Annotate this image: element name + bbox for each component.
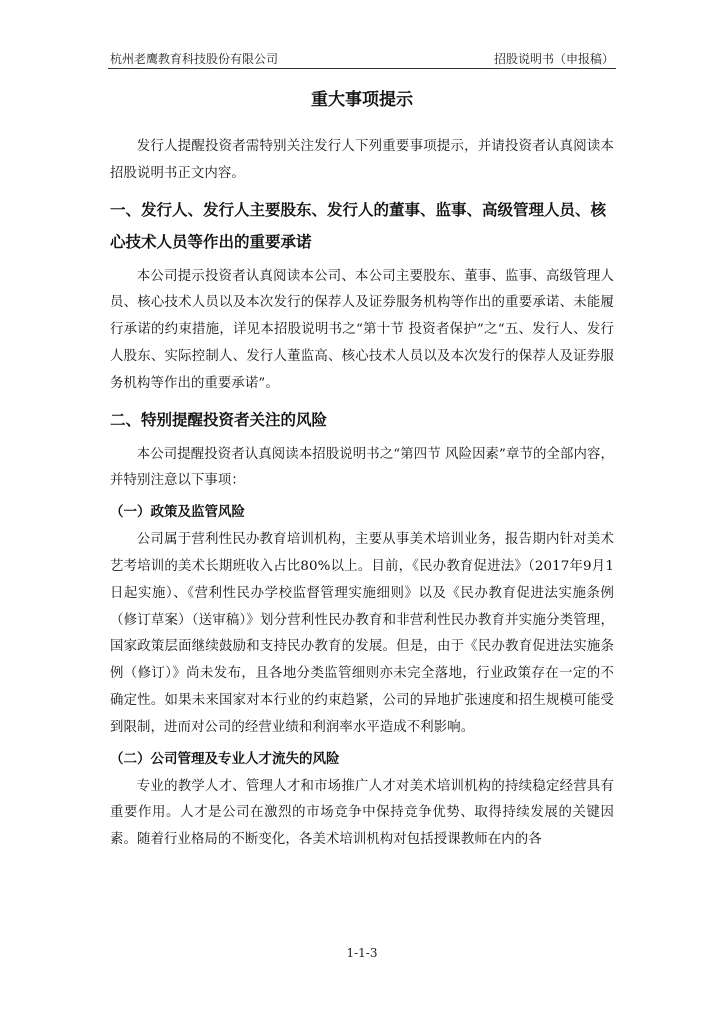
section1-paragraph: 本公司提示投资者认真阅读本公司、本公司主要股东、董事、监事、高级管理人员、核心技术人员以及本次发行的保荐人及证券服务机构等作出的重要承诺、未能履行承诺的约束措施，详见本招股说明书之“第十节 投资者保护”之“五、发行人、发行人股东、实际控制人、发行人董监高、核心技术人员以及本次发行的保荐人及证券服务机构等作出的重要承诺”。 <box>110 268 614 391</box>
header-rule <box>108 68 616 69</box>
page-title: 重大事项提示 <box>311 90 413 110</box>
subsection1-heading: （一）政策及监管风险 <box>110 504 245 521</box>
section2-paragraph: 本公司提醒投资者认真阅读本招股说明书之“第四节 风险因素”章节的全部内容，并特别注意以下事项： <box>110 446 614 489</box>
header-doc-type: 招股说明书（申报稿） <box>493 52 614 66</box>
page-number: 1-1-3 <box>346 946 378 960</box>
subsection2-paragraph: 专业的教学人才、管理人才和市场推广人才对美术培训机构的持续稳定经营具有重要作用。人才是公司在激烈的市场竞争中保持竞争优势、取得持续发展的关键因素。随着行业格局的不断变化，各美术培训机构对包括授课教师在内的各 <box>110 778 614 848</box>
intro-paragraph: 发行人提醒投资者需特别关注发行人下列重要事项提示，并请投资者认真阅读本招股说明书正文内容。 <box>110 139 614 181</box>
subsection1-paragraph: 公司属于营利性民办教育培训机构，主要从事美术培训业务，报告期内针对美术艺考培训的美术长期班收入占比80%以上。目前，《民办教育促进法》（2017年9月1日起实施）、《营利性民办学校监督管理实施细则》以及《民办教育促进法实施条例（修订草案）（送审稿）》划分营利性民办教育和非营利性民办教育并实施分类管理，国家政策层面继续鼓励和支持民办教育的发展。但是，由于《民办教育促进法实施条例（修订）》尚未发布，且各地分类监管细则亦未完全落地，行业政策存在一定的不确定性。如果未来国家对本行业的约束趋紧，公司的异地扩张速度和招生规模可能受到限制，进而对公司的经营业绩和利润率水平造成不利影响。 <box>110 532 614 735</box>
section2-heading: 二、特别提醒投资者关注的风险 <box>110 410 328 429</box>
subsection2-heading: （二）公司管理及专业人才流失的风险 <box>110 750 340 767</box>
header-company: 杭州老鹰教育科技股份有限公司 <box>110 52 279 66</box>
section1-heading: 一、发行人、发行人主要股东、发行人的董事、监事、高级管理人员、核心技术人员等作出的重要承诺 <box>110 200 607 251</box>
page-content <box>110 88 614 854</box>
